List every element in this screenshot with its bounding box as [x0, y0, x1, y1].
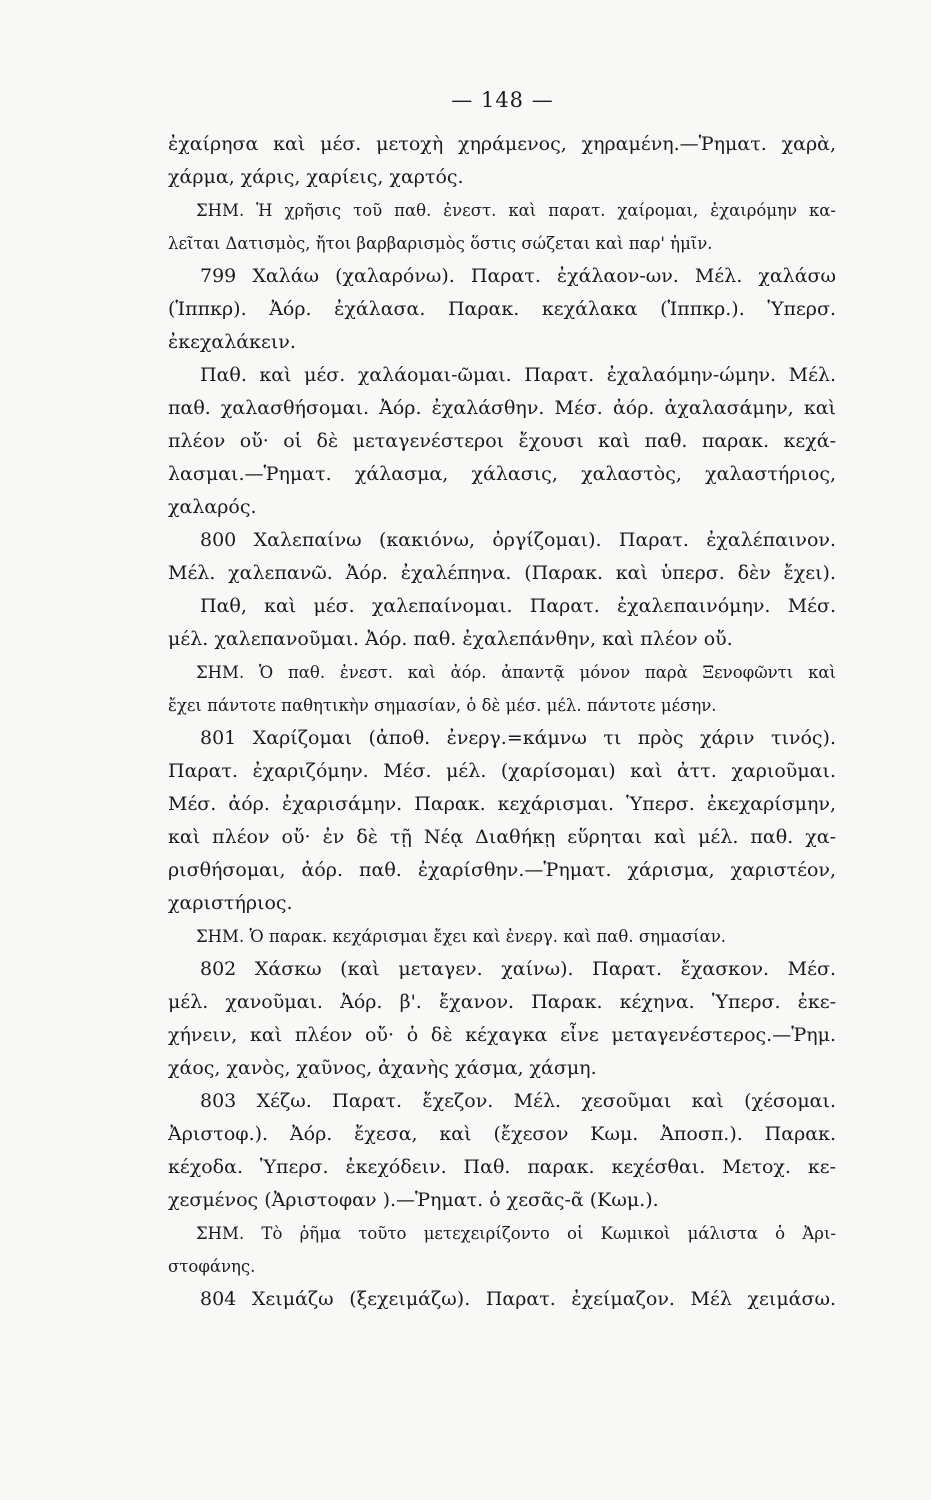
text-line: λασμαι.—Ῥηματ. χάλασμα, χάλασις, χαλαστὸς, χαλαστήριος, [168, 463, 836, 485]
text-line: μέλ. χανοῦμαι. Ἀόρ. β'. ἔχανον. Παρακ. κέχηνα. Ὑπερσ. ἐκε- [168, 991, 836, 1013]
text-line: ρισθήσομαι, ἀόρ. παθ. ἐχαρίσθην.—Ῥηματ. χάρισμα, χαριστέον, [168, 859, 836, 881]
text-line: Παθ. καὶ μέσ. χαλάομαι-ῶμαι. Παρατ. ἐχαλαόμην-ώμην. Μέλ. [200, 364, 836, 386]
text-line: χαριστήριος. [168, 892, 293, 914]
text-line: Ἀριστοφ.). Ἀόρ. ἔχεσα, καὶ (ἔχεσον Κωμ. Ἀποσπ.). Παρακ. [168, 1123, 836, 1145]
text-line: 803 Χέζω. Παρατ. ἔχεζον. Μέλ. χεσοῦμαι καὶ (χέσομαι. [200, 1090, 836, 1112]
text-line: στοφάνης. [168, 1257, 256, 1276]
text-line: χάρμα, χάρις, χαρίεις, χαρτός. [168, 166, 464, 188]
text-line: Μέλ. χαλεπανῶ. Ἀόρ. ἐχαλέπηνα. (Παρακ. καὶ ὑπερσ. δὲν ἔχει). [168, 562, 836, 584]
text-line: ἐχαίρησα καὶ μέσ. μετοχὴ χηράμενος, χηραμένη.—Ῥηματ. χαρὰ, [168, 133, 836, 155]
text-line: 799 Χαλάω (χαλαρόνω). Παρατ. ἐχάλαον-ων. Μέλ. χαλάσω [200, 265, 836, 287]
text-line: ΣΗΜ. Ἡ χρῆσις τοῦ παθ. ἐνεστ. καὶ παρατ. χαίρομαι, ἐχαιρόμην κα- [196, 201, 836, 220]
text-line: ἔχει πάντοτε παθητικὴν σημασίαν, ὁ δὲ μέσ. μέλ. πάντοτε μέσην. [168, 696, 717, 715]
text-line: 804 Χειμάζω (ξεχειμάζω). Παρατ. ἐχείμαζον. Μέλ χειμάσω. [200, 1288, 836, 1310]
text-line: Μέσ. ἀόρ. ἐχαρισάμην. Παρακ. κεχάρισμαι. Ὑπερσ. ἐκεχαρίσμην, [168, 793, 836, 815]
text-line: χήνειν, καὶ πλέον οὔ· ὁ δὲ κέχαγκα εἶνε μεταγενέστερος.—Ῥημ. [168, 1024, 836, 1046]
text-line: παθ. χαλασθήσομαι. Ἀόρ. ἐχαλάσθην. Μέσ. ἀόρ. ἀχαλασάμην, καὶ [168, 397, 836, 419]
text-line: ΣΗΜ. Τὸ ῥῆμα τοῦτο μετεχειρίζοντο οἱ Κωμικοὶ μάλιστα ὁ Ἀρι- [196, 1224, 836, 1243]
page-number: — 148 — [451, 88, 554, 112]
text-line: χάος, χανὸς, χαῦνος, ἀχανὴς χάσμα, χάσμη. [168, 1057, 597, 1079]
text-line: ΣΗΜ. Ὁ παθ. ἐνεστ. καὶ ἀόρ. ἀπαντᾷ μόνον παρὰ Ξενοφῶντι καὶ [196, 663, 836, 682]
text-line: 800 Χαλεπαίνω (κακιόνω, ὀργίζομαι). Παρατ. ἐχαλέπαινον. [200, 529, 836, 551]
text-line: Παθ, καὶ μέσ. χαλεπαίνομαι. Παρατ. ἐχαλεπαινόμην. Μέσ. [200, 595, 836, 617]
text-line: λεῖται Δατισμὸς, ἤτοι βαρβαρισμὸς ὅστις σώζεται καὶ παρ' ἡμῖν. [168, 234, 713, 253]
page-body [168, 128, 836, 1316]
text-line: (Ἱππκρ). Ἀόρ. ἐχάλασα. Παρακ. κεχάλακα (Ἱππκρ.). Ὑπερσ. [168, 298, 836, 320]
text-line: πλέον οὔ· οἱ δὲ μεταγενέστεροι ἔχουσι καὶ παθ. παρακ. κεχά- [168, 430, 836, 452]
text-line: 802 Χάσκω (καὶ μεταγεν. χαίνω). Παρατ. ἔχασκον. Μέσ. [200, 958, 836, 980]
text-line: ΣΗΜ. Ὁ παρακ. κεχάρισμαι ἔχει καὶ ἐνεργ. καὶ παθ. σημασίαν. [196, 927, 727, 946]
text-line: κέχοδα. Ὑπερσ. ἐκεχόδειν. Παθ. παρακ. κεχέσθαι. Μετοχ. κε- [168, 1156, 836, 1178]
text-line: χαλαρός. [168, 496, 257, 518]
text-line: ἐκεχαλάκειν. [168, 331, 296, 353]
text-line: 801 Χαρίζομαι (ἀποθ. ἐνεργ.=κάμνω τι πρὸς χάριν τινός). [200, 727, 836, 749]
text-line: καὶ πλέον οὔ· ἐν δὲ τῇ Νέᾳ Διαθήκῃ εὕρηται καὶ μέλ. παθ. χα- [168, 826, 836, 848]
text-line: Παρατ. ἐχαριζόμην. Μέσ. μέλ. (χαρίσομαι) καὶ ἀττ. χαριοῦμαι. [168, 760, 836, 782]
text-line: μέλ. χαλεπανοῦμαι. Ἀόρ. παθ. ἐχαλεπάνθην, καὶ πλέον οὔ. [168, 628, 733, 650]
text-line: χεσμένος (Ἀριστοφαν ).—Ῥηματ. ὁ χεσᾶς-ᾶ (Κωμ.). [168, 1189, 659, 1211]
